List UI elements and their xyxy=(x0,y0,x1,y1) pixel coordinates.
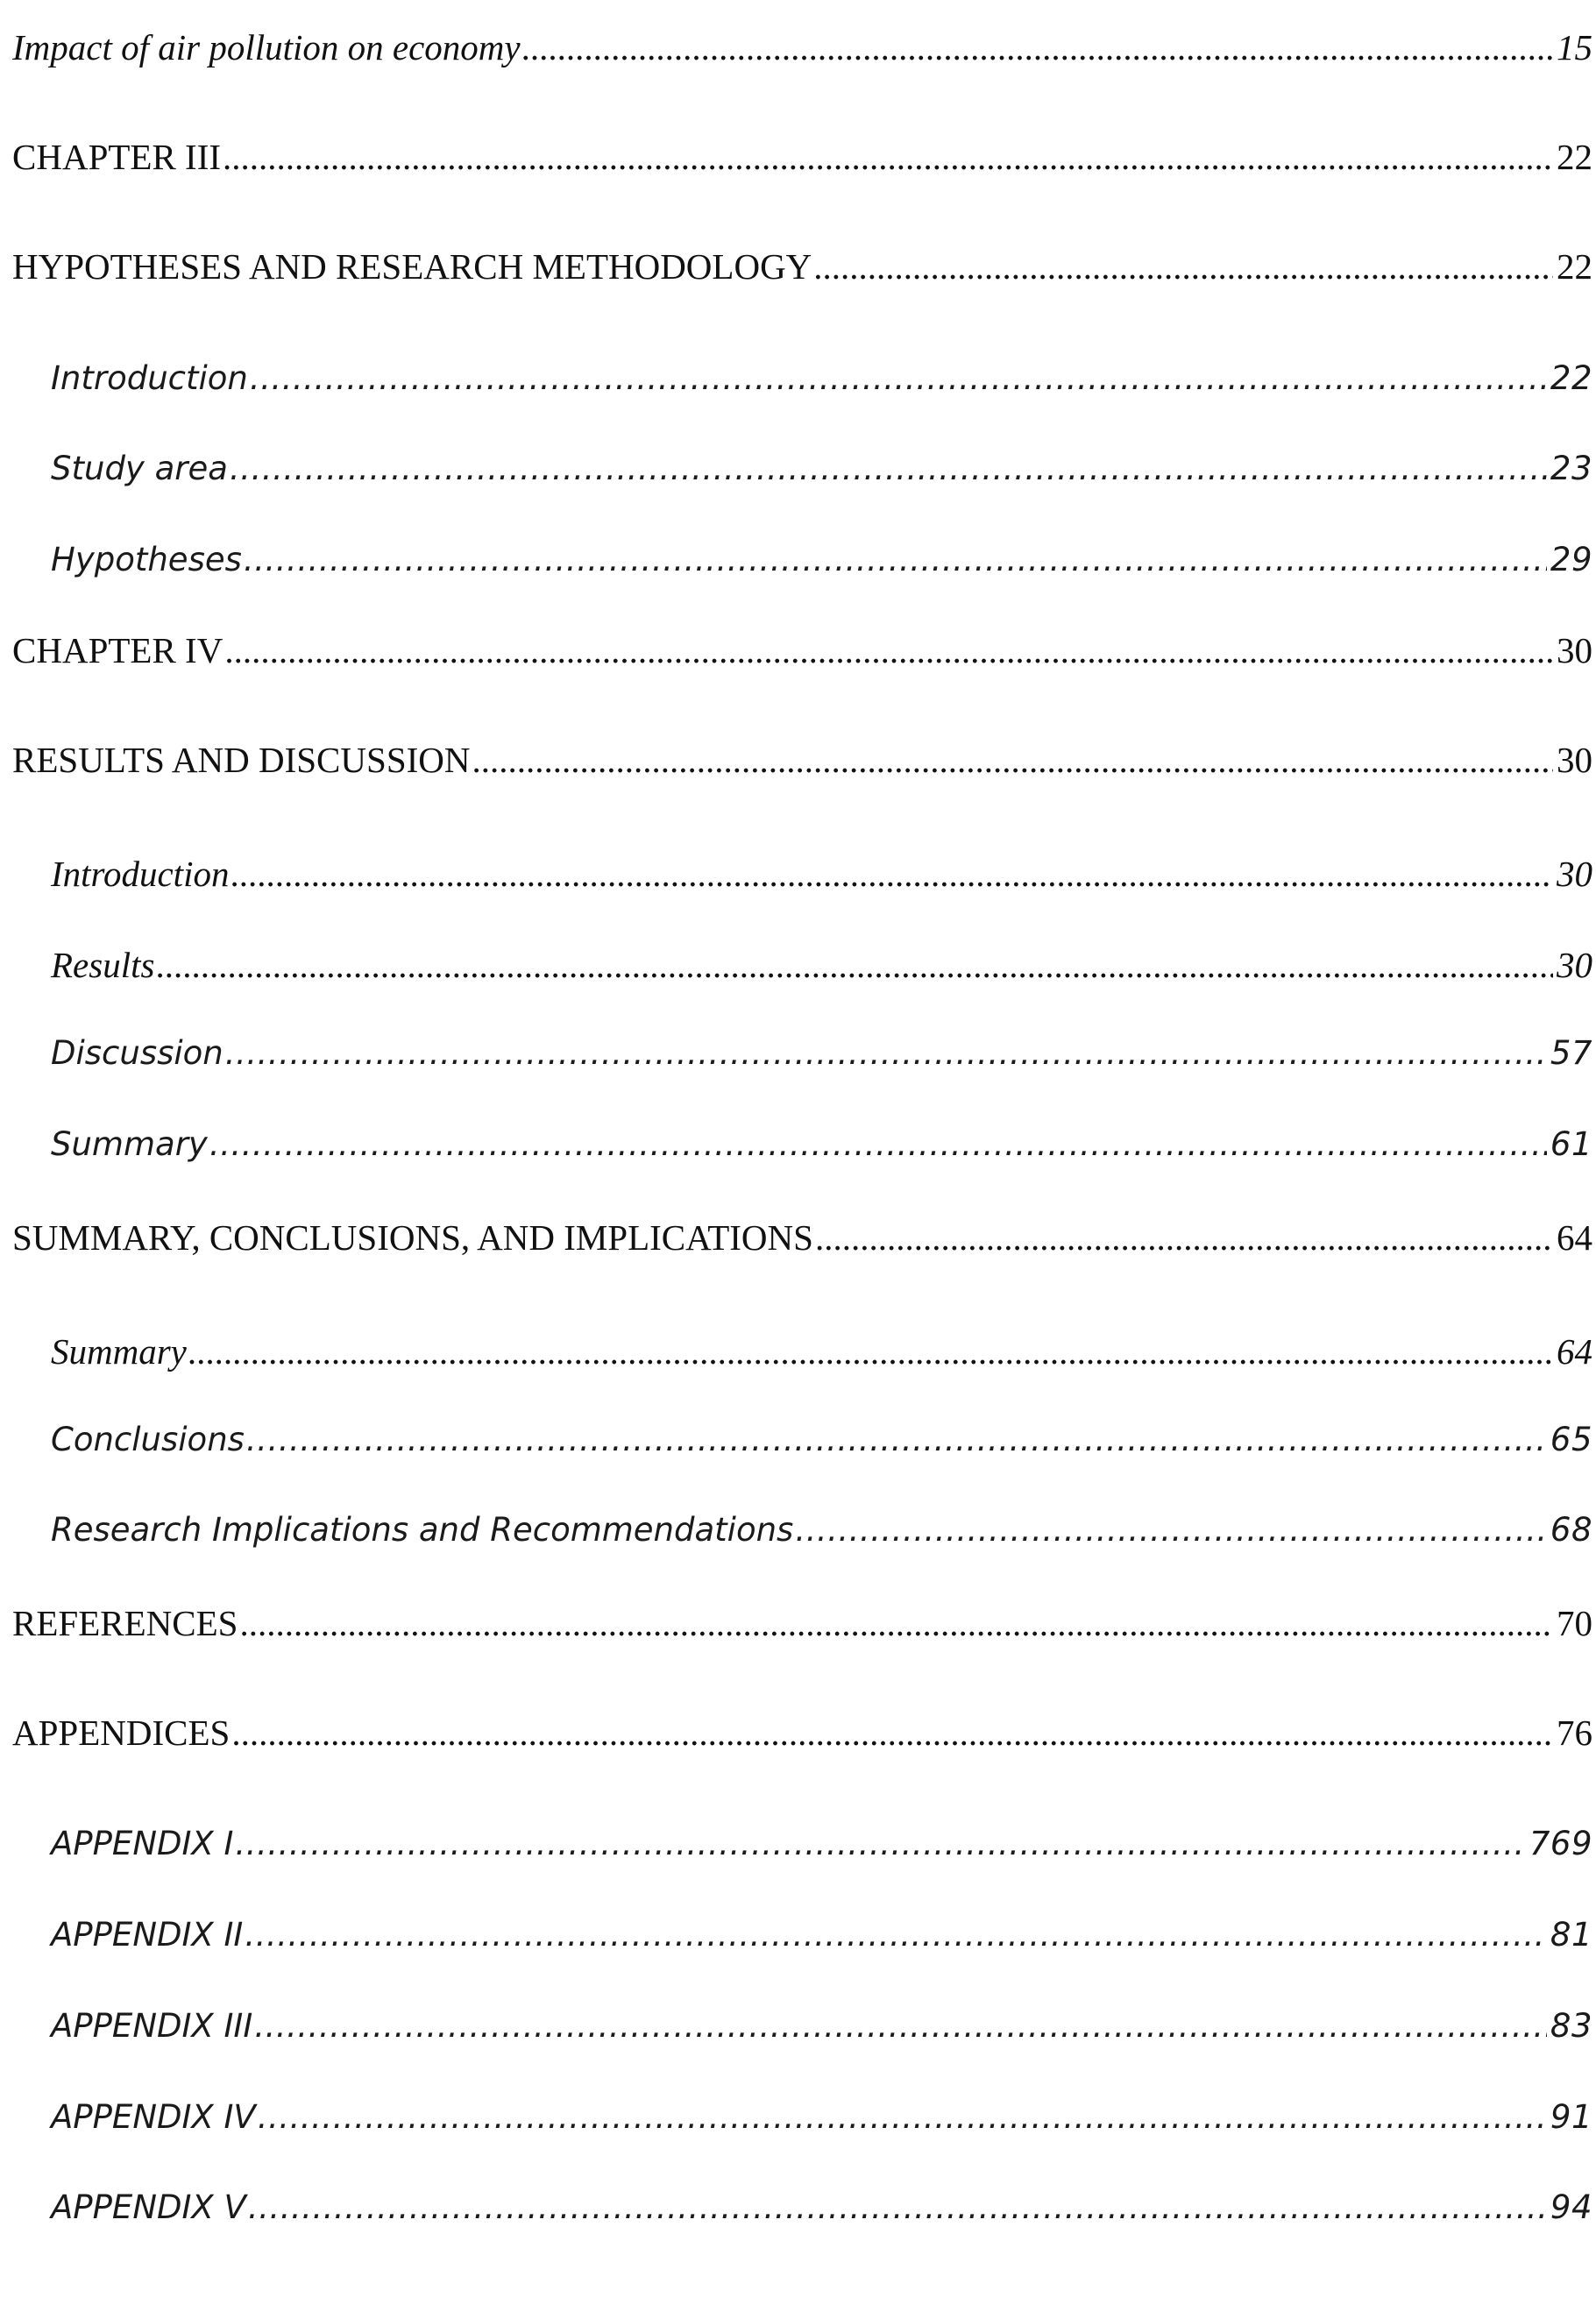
toc-dot-leader xyxy=(231,853,1553,895)
toc-entry-page-number: 68 xyxy=(1550,1511,1592,1549)
toc-entry-page-number: 64 xyxy=(1557,1217,1592,1258)
toc-dot-leader xyxy=(248,2188,1547,2226)
toc-entry-label: APPENDIX III xyxy=(51,2007,253,2045)
toc-entry xyxy=(51,944,1592,986)
toc-entry xyxy=(12,245,1592,287)
toc-entry xyxy=(51,359,1592,397)
toc-entry-label: Hypotheses xyxy=(51,541,242,578)
toc-entry-page-number: 22 xyxy=(1557,246,1592,287)
toc-dot-leader xyxy=(815,1216,1553,1259)
toc-dot-leader xyxy=(224,629,1553,671)
toc-entry xyxy=(51,2007,1592,2045)
toc-entry xyxy=(51,1916,1592,1954)
toc-dot-leader xyxy=(156,944,1553,986)
toc-entry-page-number: 81 xyxy=(1550,1916,1592,1954)
toc-entry-page-number: 30 xyxy=(1557,630,1592,670)
toc-entry xyxy=(51,541,1592,578)
toc-entry xyxy=(51,2188,1592,2226)
toc-entry xyxy=(51,2098,1592,2136)
toc-entry xyxy=(12,136,1592,178)
toc-entry-label: APPENDIX V xyxy=(51,2188,246,2226)
toc-entry-label: Research Implications and Recommendations xyxy=(51,1511,794,1549)
toc-dot-leader xyxy=(244,541,1547,578)
toc-dot-leader xyxy=(223,136,1553,178)
toc-dot-leader xyxy=(245,1916,1547,1954)
toc-entry-label: CHAPTER IV xyxy=(12,630,223,670)
toc-entry-label: Summary xyxy=(51,1331,187,1372)
toc-dot-leader xyxy=(246,1421,1547,1458)
toc-entry-label: Discussion xyxy=(51,1034,223,1072)
toc-dot-leader xyxy=(239,1602,1553,1644)
toc-entry-label: Study area xyxy=(51,450,228,487)
toc-entry-page-number: 57 xyxy=(1550,1034,1592,1072)
toc-entry-label: APPENDICES xyxy=(12,1713,231,1753)
toc-entry-page-number: 76 xyxy=(1557,1713,1592,1753)
toc-dot-leader xyxy=(795,1511,1547,1549)
toc-dot-leader xyxy=(258,2098,1547,2136)
toc-entry-page-number: 22 xyxy=(1557,137,1592,177)
toc-entry-page-number: 61 xyxy=(1550,1125,1592,1163)
toc-entry-label: APPENDIX IV xyxy=(51,2098,256,2136)
toc-dot-leader xyxy=(472,739,1554,781)
toc-entry xyxy=(51,1330,1592,1372)
toc-entry-label: Impact of air pollution on economy xyxy=(12,27,521,67)
toc-entry xyxy=(51,1511,1592,1549)
toc-entry-page-number: 15 xyxy=(1557,27,1592,67)
toc-entry-page-number: 769 xyxy=(1529,1825,1592,1862)
toc-entry xyxy=(51,1125,1592,1163)
toc-entry xyxy=(51,1825,1592,1862)
toc-entry xyxy=(12,629,1592,671)
toc-dot-leader xyxy=(522,26,1553,68)
toc-entry-label: APPENDIX II xyxy=(51,1916,244,1954)
toc-entry xyxy=(12,1216,1592,1259)
toc-entry-page-number: 64 xyxy=(1557,1331,1592,1372)
toc-entry-label: APPENDIX I xyxy=(51,1825,234,1862)
toc-entry xyxy=(51,450,1592,487)
toc-entry xyxy=(12,739,1592,781)
toc-entry-page-number: 94 xyxy=(1550,2188,1592,2226)
toc-entry-page-number: 22 xyxy=(1550,359,1592,397)
toc-entry-page-number: 70 xyxy=(1557,1603,1592,1643)
toc-entry-label: Results xyxy=(51,945,155,985)
toc-entry-label: HYPOTHESES AND RESEARCH METHODOLOGY xyxy=(12,246,812,287)
toc-entry xyxy=(51,853,1592,895)
toc-entry-page-number: 29 xyxy=(1550,541,1592,578)
toc-entry xyxy=(51,1034,1592,1072)
toc-entry-label: RESULTS AND DISCUSSION xyxy=(12,740,471,780)
toc-dot-leader xyxy=(254,2007,1547,2045)
toc-dot-leader xyxy=(235,1825,1525,1862)
toc-entry xyxy=(12,26,1592,68)
toc-entry xyxy=(12,1712,1592,1754)
toc-entry-label: Conclusions xyxy=(51,1421,245,1458)
toc-entry-page-number: 91 xyxy=(1550,2098,1592,2136)
toc-dot-leader xyxy=(188,1330,1553,1372)
toc-dot-leader xyxy=(231,1712,1553,1754)
toc-entry-label: REFERENCES xyxy=(12,1603,238,1643)
toc-entry-page-number: 30 xyxy=(1557,854,1592,894)
toc-entry-page-number: 30 xyxy=(1557,945,1592,985)
toc-dot-leader xyxy=(230,450,1547,487)
toc-entry-page-number: 65 xyxy=(1550,1421,1592,1458)
toc-entry-page-number: 23 xyxy=(1550,450,1592,487)
toc-entry-page-number: 83 xyxy=(1550,2007,1592,2045)
toc-entry xyxy=(12,1602,1592,1644)
toc-dot-leader xyxy=(225,1034,1547,1072)
toc-entry-label: SUMMARY, CONCLUSIONS, AND IMPLICATIONS xyxy=(12,1217,813,1258)
toc-entry-page-number: 30 xyxy=(1557,740,1592,780)
toc-dot-leader xyxy=(813,245,1553,287)
toc-entry-label: Introduction xyxy=(51,359,248,397)
toc-dot-leader xyxy=(209,1125,1547,1163)
toc-entry-label: Summary xyxy=(51,1125,208,1163)
toc-entry xyxy=(51,1421,1592,1458)
toc-dot-leader xyxy=(250,359,1547,397)
toc-entry-label: Introduction xyxy=(51,854,230,894)
toc-entry-label: CHAPTER III xyxy=(12,137,222,177)
